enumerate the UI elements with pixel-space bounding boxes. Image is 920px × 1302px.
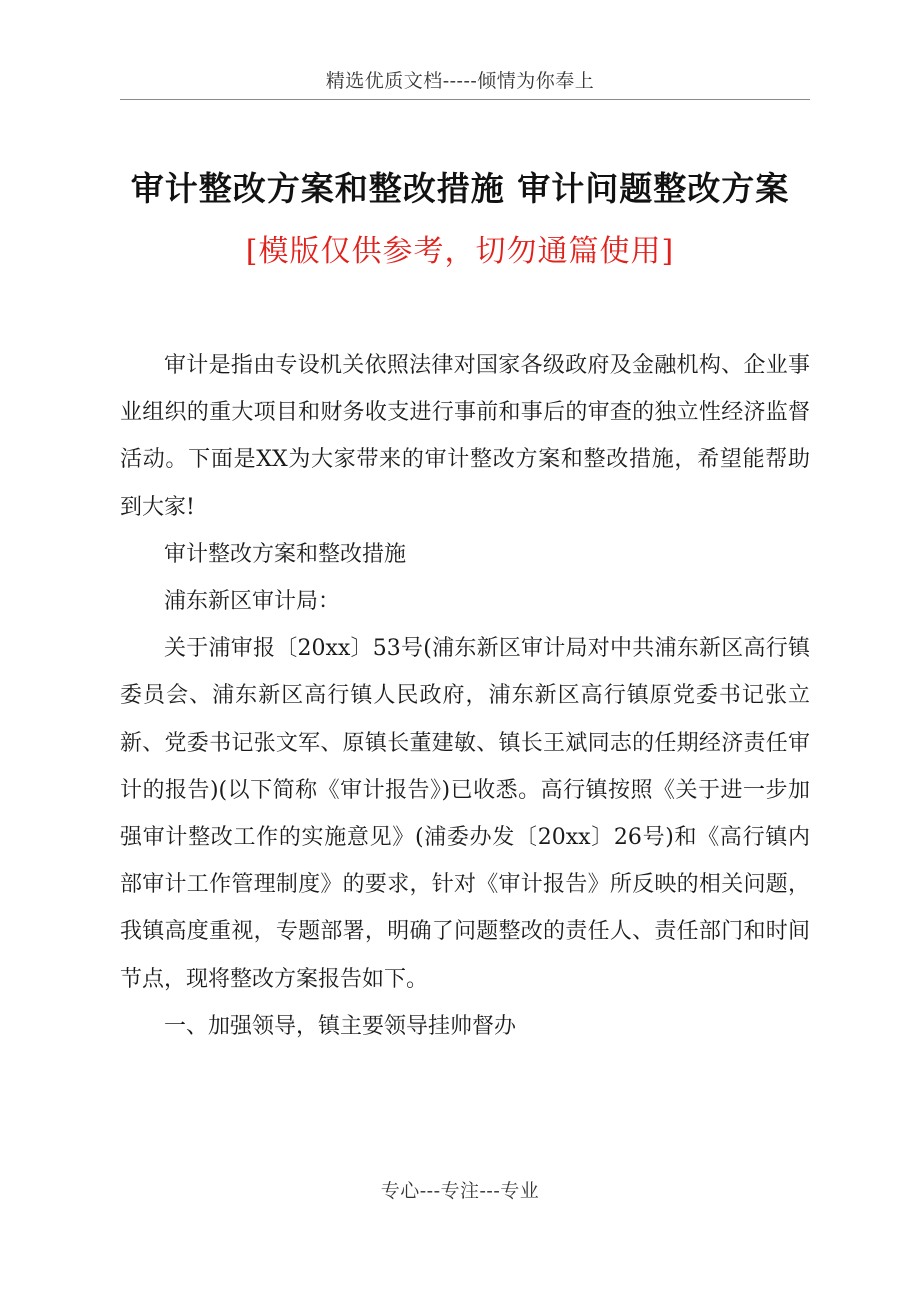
page-header: 精选优质文档-----倾情为你奉上 — [325, 70, 595, 92]
intro-paragraph: 审计是指由专设机关依照法律对国家各级政府及金融机构、企业事业组织的重大项目和财务收支进行事前和事后的审查的独立性经济监督活动。下面是XX为大家带来的审计整改方案和整改措施，希望能帮助到大家! — [120, 353, 810, 520]
document-body — [120, 342, 810, 1050]
item-heading: 一、加强领导，镇主要领导挂帅督办 — [164, 1013, 517, 1039]
document-title: 审计整改方案和整改措施 审计问题整改方案 — [130, 169, 790, 208]
section-heading: 审计整改方案和整改措施 — [164, 541, 407, 567]
page-footer: 专心---专注---专业 — [380, 1180, 540, 1202]
header-divider — [120, 99, 810, 100]
report-paragraph: 关于浦审报〔20xx〕53号(浦东新区审计局对中共浦东新区高行镇委员会、浦东新区高行镇人民政府，浦东新区高行镇原党委书记张立新、党委书记张文军、原镇长董建敏、镇长王斌同志的任期经济责任审计的报告)(以下简称《审计报告》)已收悉。高行镇按照《关于进一步加强审计整改工作的实施意见》(浦委办发〔20xx〕26号)和《高行镇内部审计工作管理制度》的要求，针对《审计报告》所反映的相关问题，我镇高度重视，专题部署，明确了问题整改的责任人、责任部门和时间节点，现将整改方案报告如下。 — [120, 636, 810, 992]
salutation-line: 浦东新区审计局： — [164, 589, 341, 615]
document-subtitle: [模版仅供参考，切勿通篇使用] — [245, 234, 675, 269]
